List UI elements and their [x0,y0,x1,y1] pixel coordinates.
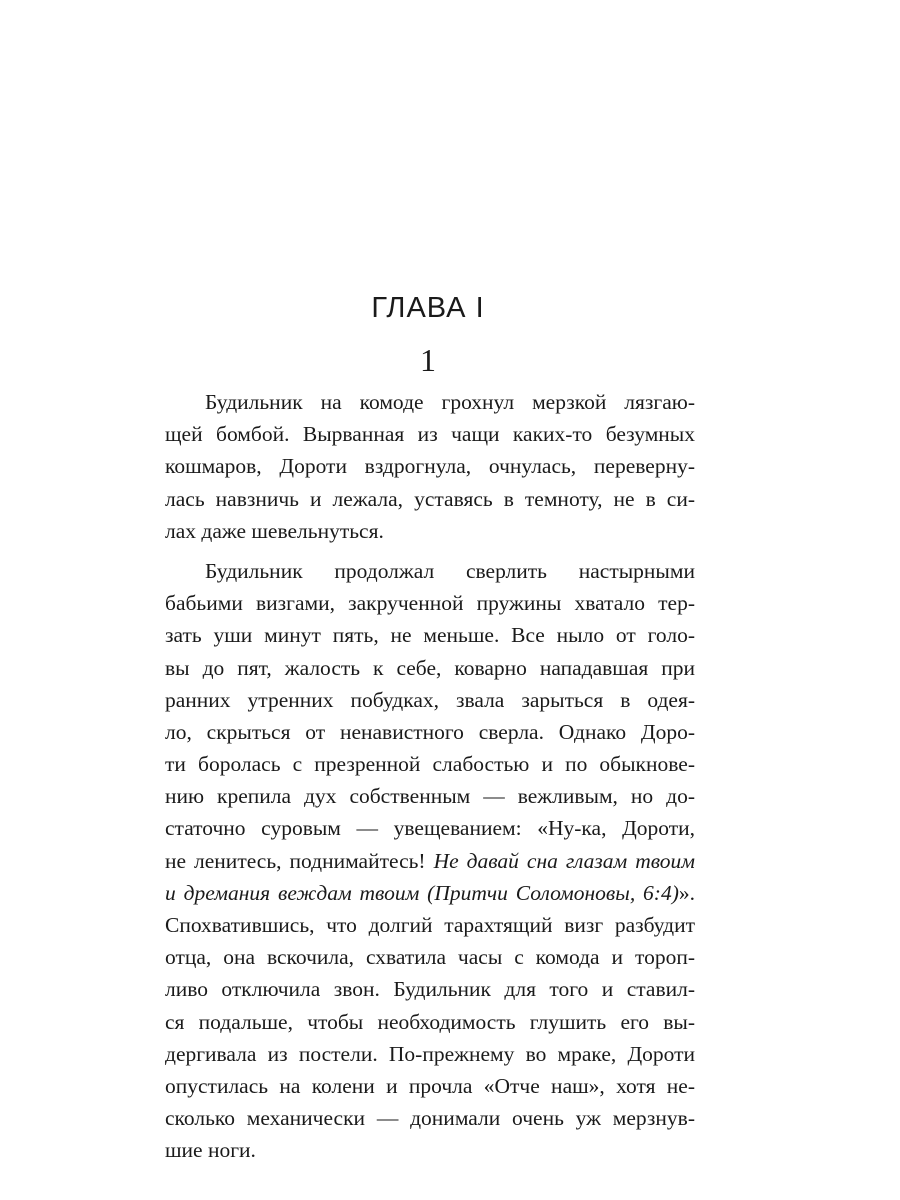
text-line: опустилась на колени и прочла «Отче наш», хотя не- [165,1073,695,1098]
text-line: отца, она вскочила, схватила часы с комода и тороп- [165,945,695,970]
text-italic-quote: Не давай сна глазам твоим [433,848,695,873]
text-line: Будильник продолжал сверлить настырными [205,558,695,583]
text-line: ранних утренних побудках, звала зарыться в одея- [165,687,695,712]
paragraph-2 [165,555,695,1167]
body-text [165,386,695,1167]
text-line: ливо отключила звон. Будильник для того и ставил- [165,977,695,1002]
text-line: щей бомбой. Вырванная из чащи каких-то безумных [165,422,695,447]
text-line: ти боролась с презренной слабостью и по обыкнове- [165,752,695,777]
text-line: дергивала из постели. По-прежнему во мраке, Дороти [165,1041,695,1066]
text-line: бабьими визгами, закрученной пружины хватало тер- [165,591,695,616]
text-line: ло, скрыться от ненавистного сверла. Однако Доро- [165,719,695,744]
text-italic-quote: и дремания веждам твоим (Притчи Соломоновы, 6:4) [165,880,679,905]
text-line: Будильник на комоде грохнул мерзкой лязгаю- [205,390,695,414]
text-line: сколько механически — донимали очень уж мерзнув- [165,1106,695,1131]
text-line-mixed [165,845,695,877]
text-line-mixed [165,877,695,909]
text-line: лах даже шевельнуться. [165,518,384,543]
text-normal: не ленитесь, поднимайтесь! [165,848,434,873]
chapter-title: ГЛАВА I [371,292,485,324]
paragraph-1 [165,386,695,547]
text-line: зать уши минут пять, не меньше. Все ныло от голо- [165,623,695,648]
text-line: статочно суровым — увещеванием: «Ну-ка, Дороти, [165,816,695,841]
text-line: кошмаров, Дороти вздрогнула, очнулась, переверну- [165,454,695,479]
text-line: Спохватившись, что долгий тарахтящий визг разбудит [165,913,695,937]
text-normal: ». [678,880,695,905]
text-line: ся подальше, чтобы необходимость глушить его вы- [165,1009,695,1034]
text-line: лась навзничь и лежала, уставясь в темноту, не в си- [165,486,695,511]
text-line: шие ноги. [165,1138,256,1163]
section-number: 1 [420,342,436,378]
text-line: нию крепила дух собственным — вежливым, но до- [165,784,695,809]
text-line: вы до пят, жалость к себе, коварно нападавшая при [165,655,695,680]
